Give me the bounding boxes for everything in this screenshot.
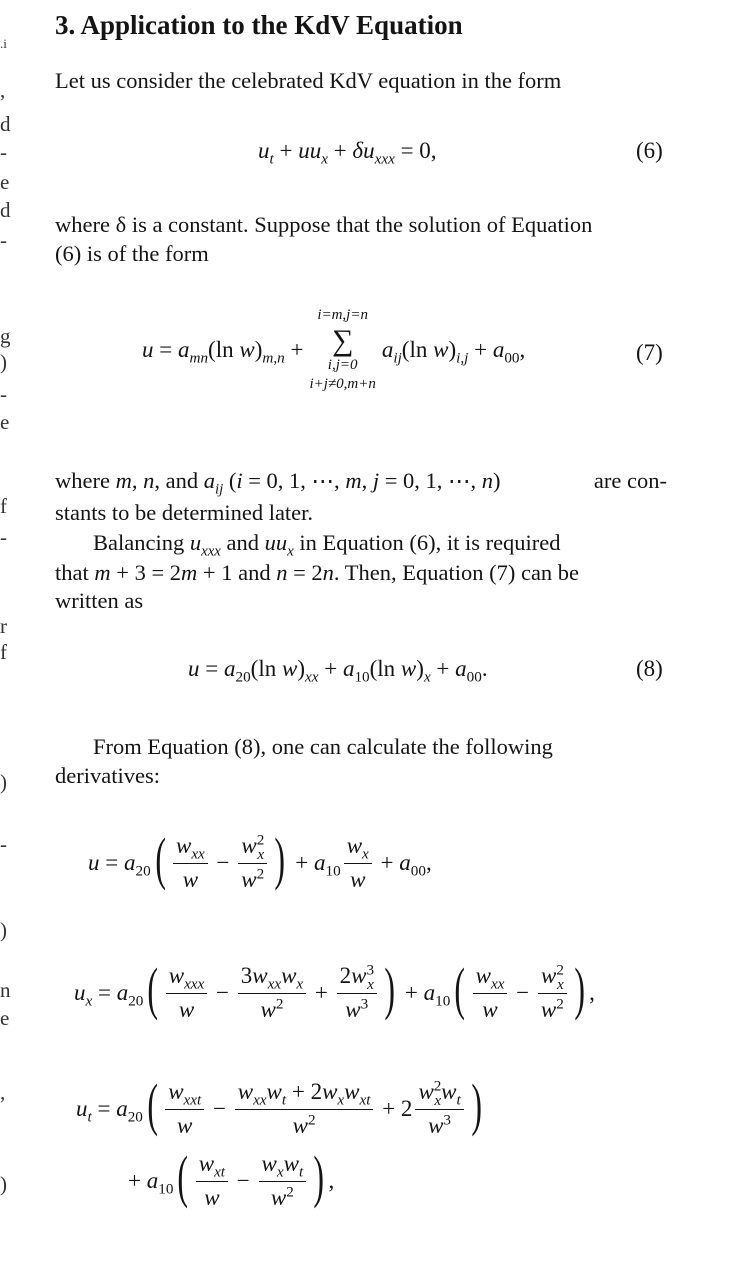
sum-lower-condition: i+j≠0,m+n [309,376,376,392]
edge-fragment: r [0,614,7,638]
edge-fragment: ) [0,350,7,374]
edge-fragment: - [0,382,7,406]
edge-fragment: - [0,525,7,549]
edge-fragment: - [0,228,7,252]
edge-fragment: , [0,1080,6,1104]
edge-fragment: d [0,112,11,136]
equation-7-number: (7) [636,340,663,365]
where-m-n-line: where m, n, and $a_{ij}$ (i = 0, 1, ⋯, m, j = 0, 1, ⋯, n) are con- [55,468,667,498]
section-title: 3. Application to the KdV Equation [55,10,463,40]
edge-fragment: ) [0,1172,7,1196]
edge-fragment: - [0,832,7,856]
edge-fragment: .i [0,36,7,51]
equation-8-number: (8) [636,656,663,681]
edge-fragment: g [0,324,11,348]
derivative-ut-continued: + $a_{10}$ ( $\frac{w_{xt}}{w}$ − $\frac{w_xw_t}{w^2}$ ) , [128,1144,335,1210]
derivative-u: $u = a_{20}$ ( $\frac{w_{xx}}{w}$ − $\frac{w^2_x}{w^2}$ ) + $a_{10}$ $\frac{w_x}{w}$ + $a_{00}$, [88,826,432,892]
edge-fragment: d [0,198,11,222]
summation: i=m,j=n ∑ i,j=0 i+j≠0,m+n [309,306,375,395]
stants-line: stants to be determined later. [55,500,314,525]
edge-fragment: , [0,78,6,102]
edge-fragment: - [0,140,7,164]
written-as-line: written as [55,588,144,613]
equation-6-number: (6) [636,138,663,163]
derivatives-line: derivatives: [55,763,160,788]
edge-fragment: f [0,494,7,518]
edge-fragment: e [0,1006,10,1030]
edge-fragment: e [0,170,10,194]
where-delta-line-2: (6) is of the form [55,241,209,266]
where-m-end: are con- [593,468,667,493]
edge-fragment: n [0,978,11,1002]
equation-8: $u = a_{20}(\ln$ $w)_{xx} + a_{10}(\ln$ $w)_x + a_{00}$. [188,656,488,686]
derivative-ux: $u_x = a_{20}$ ( $\frac{w_{xxx}}{w}$ − $\frac{3w_{xx}w_x}{w^2}$ + $\frac{2w^3_x}{w^3}$ ) + $a_{10}$ ( $\frac{w_{xx}}{w}$ − $\frac{w^2_x}{w^2}$ ) , [74,956,595,1022]
from-eq8-line: From Equation (8), one can calculate the following [93,734,553,759]
edge-fragment: e [0,410,10,434]
edge-fragment: ) [0,918,7,942]
where-delta-line: where δ is a constant. Suppose that the solution of Equation [55,212,593,237]
sum-lower-limit: i,j=0 [327,356,358,373]
derivative-ut: $u_t = a_{20}$ ( $\frac{w_{xxt}}{w}$ − $\frac{w_{xx}w_t + 2w_xw_{xt}}{w^2}$ + 2 $\frac{w^2_xw_t}{w^3}$ ) [76,1072,482,1138]
balancing-line: Balancing $u_{xxx}$ and $uu_x$ in Equation (6), it is required [93,530,561,560]
equation-7: $u = a_{mn}(\ln$ $w)_{m,n}$ + i=m,j=n ∑ i,j=0 i+j≠0,m+n $a_{ij}(\ln$ $w)_{i,j} + a_{00}$, [142,306,525,395]
that-line: that m + 3 = 2m + 1 and n = 2n. Then, Equation (7) can be [55,560,580,585]
edge-fragment: ) [0,770,7,794]
intro-paragraph: Let us consider the celebrated KdV equation in the form [55,68,562,93]
edge-fragment: f [0,640,7,664]
equation-6: $u_t + uu_x + \delta u_{xxx} = 0$, [258,138,437,168]
sum-upper-limit: i=m,j=n [317,307,368,323]
